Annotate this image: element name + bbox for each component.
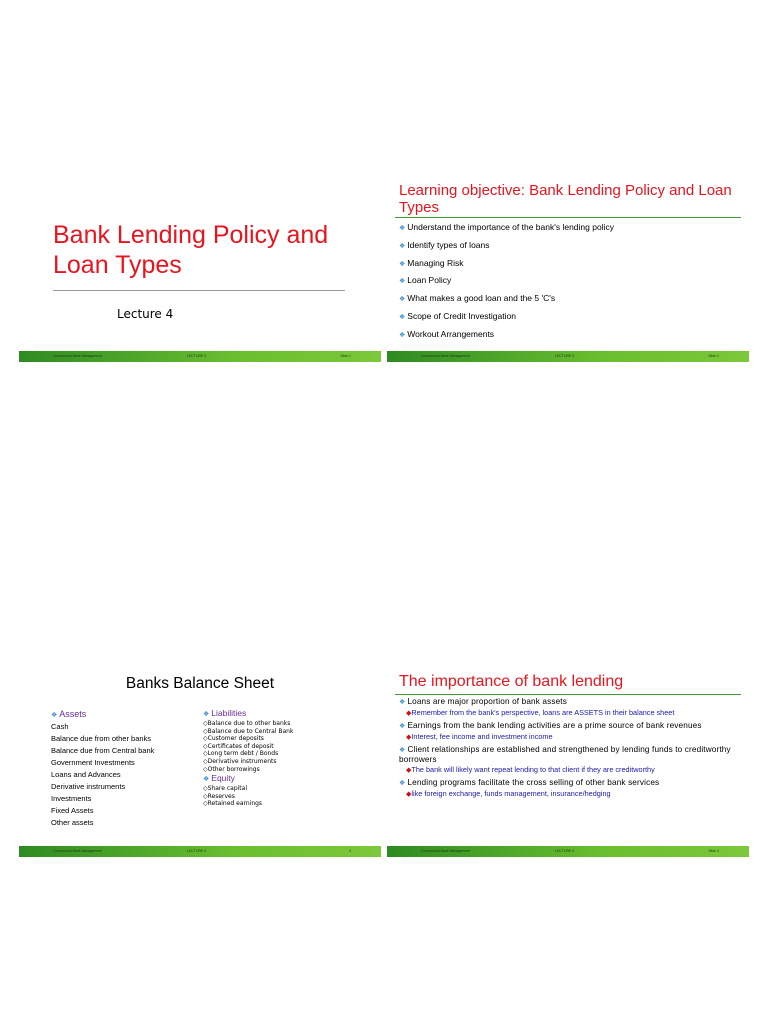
liabilities-heading: ❖ Liabilities <box>203 708 247 718</box>
list-item: ❖ Understand the importance of the bank's lending policy <box>399 222 614 232</box>
diamond-bullet-icon: ❖ <box>203 776 210 784</box>
diamond-bullet-icon: ❖ <box>399 225 406 232</box>
list-item: ❖ Loans are major proportion of bank assets <box>399 697 567 706</box>
list-item: ◇Balance due to other banks <box>203 720 291 727</box>
diamond-bullet-icon: ❖ <box>399 780 406 788</box>
list-item: ❖ Client relationships are established and strengthened by lending funds to creditworthy borrowers <box>399 744 731 765</box>
diamond-bullet-icon: ❖ <box>399 278 406 286</box>
diamond-bullet-icon: ❖ <box>51 712 58 719</box>
diamond-bullet-icon: ❖ <box>399 242 406 250</box>
slide-3-title: Banks Balance Sheet <box>125 675 275 692</box>
sub-item: ◆The bank will likely want repeat lending to that client if they are creditworthy <box>406 765 655 775</box>
importance-list <box>399 697 744 802</box>
slide-3 <box>19 667 381 857</box>
title-divider <box>53 290 345 291</box>
slide-footer <box>19 846 381 857</box>
list-item: ❖ Identify types of loans <box>399 239 490 250</box>
equity-heading: ❖ Equity <box>203 773 235 784</box>
title-divider <box>395 694 741 695</box>
list-item: ◇Long term debt / Bonds <box>203 750 279 758</box>
objectives-list <box>399 222 614 347</box>
list-item: Other assets <box>51 818 94 827</box>
slide-1 <box>19 172 381 362</box>
list-item: Balance due from other banks <box>51 734 152 743</box>
list-item: ❖ Managing Risk <box>399 257 464 268</box>
list-item: ❖ Earnings from the bank lending activities are a prime source of bank revenues <box>399 720 702 730</box>
list-item: Loans and Advances <box>51 770 121 779</box>
slide-4-title: The importance of bank lending <box>399 673 624 690</box>
sub-item: ◆Interest, fee income and investment income <box>406 731 553 741</box>
diamond-bullet-icon: ❖ <box>399 699 406 706</box>
list-item: ◇Derivative instruments <box>203 757 277 765</box>
list-item: ❖ Loan Policy <box>399 275 452 286</box>
list-item: Derivative instruments <box>51 782 126 791</box>
liabilities-list <box>203 708 293 808</box>
assets-heading: ❖ Assets <box>51 709 87 719</box>
slide-1-subtitle: Lecture 4 <box>117 307 174 321</box>
footer-course: Commercial Bank Management <box>53 354 103 358</box>
list-item: ◇Certificates of deposit <box>203 742 274 750</box>
list-item: ◇Balance due to Central Bank <box>203 727 294 735</box>
list-item: Investments <box>51 794 92 803</box>
list-item: Fixed Assets <box>51 806 94 815</box>
list-item: ◇Customer deposits <box>203 735 264 743</box>
list-item: ◇Share capital <box>203 785 247 793</box>
footer-lecture: LECTURE 4 <box>555 354 575 358</box>
sub-item: ◆Remember from the bank's perspective, loans are ASSETS in their balance sheet <box>406 707 675 717</box>
list-item: ◇Other borrowings <box>203 765 260 773</box>
diamond-bullet-icon: ❖ <box>399 260 406 268</box>
list-item: ❖ Workout Arrangements <box>399 328 495 339</box>
slide-4 <box>387 667 749 857</box>
slide-1-title: Bank Lending Policy and Loan Types <box>53 221 329 279</box>
list-item: Cash <box>51 722 69 731</box>
list-item: ❖ What makes a good loan and the 5 'C's <box>399 293 556 304</box>
sub-item: ◆like foreign exchange, funds management, insurance/hedging <box>406 788 611 798</box>
list-item: ◇Retained earnings <box>203 800 263 808</box>
footer-lecture: LECTURE 4 <box>187 849 207 853</box>
footer-slide-number: Slide 2 <box>708 354 719 358</box>
footer-slide-number: Slide 1 <box>340 354 351 358</box>
footer-lecture: LECTURE 4 <box>555 849 575 853</box>
footer-course: Commercial Bank Management <box>421 849 471 853</box>
footer-slide-number: Slide 4 <box>708 849 719 853</box>
list-item: ❖ Scope of Credit Investigation <box>399 310 516 321</box>
diamond-bullet-icon: ❖ <box>399 746 406 754</box>
footer-lecture: LECTURE 4 <box>187 354 207 358</box>
diamond-bullet-icon: ❖ <box>203 711 210 718</box>
footer-slide-number: 3 <box>349 849 351 853</box>
slide-footer <box>19 351 381 362</box>
diamond-bullet-icon: ❖ <box>399 722 406 730</box>
footer-course: Commercial Bank Management <box>421 354 471 358</box>
diamond-bullet-icon: ❖ <box>399 296 406 304</box>
diamond-bullet-icon: ❖ <box>399 331 406 339</box>
list-item: Balance due from Central bank <box>51 746 155 755</box>
list-item: ❖ Lending programs facilitate the cross selling of other bank services <box>399 778 660 788</box>
title-divider <box>395 217 741 218</box>
slide-2-title: Learning objective: Bank Lending Policy and Loan Types <box>399 182 732 216</box>
footer-course: Commercial Bank Management <box>53 849 103 853</box>
slide-footer <box>387 351 749 362</box>
diamond-bullet-icon: ❖ <box>399 313 406 321</box>
assets-list <box>51 709 154 829</box>
slide-2 <box>387 172 749 362</box>
list-item: Government Investments <box>51 758 135 767</box>
slide-footer <box>387 846 749 857</box>
list-item: ◇Reserves <box>203 792 235 800</box>
